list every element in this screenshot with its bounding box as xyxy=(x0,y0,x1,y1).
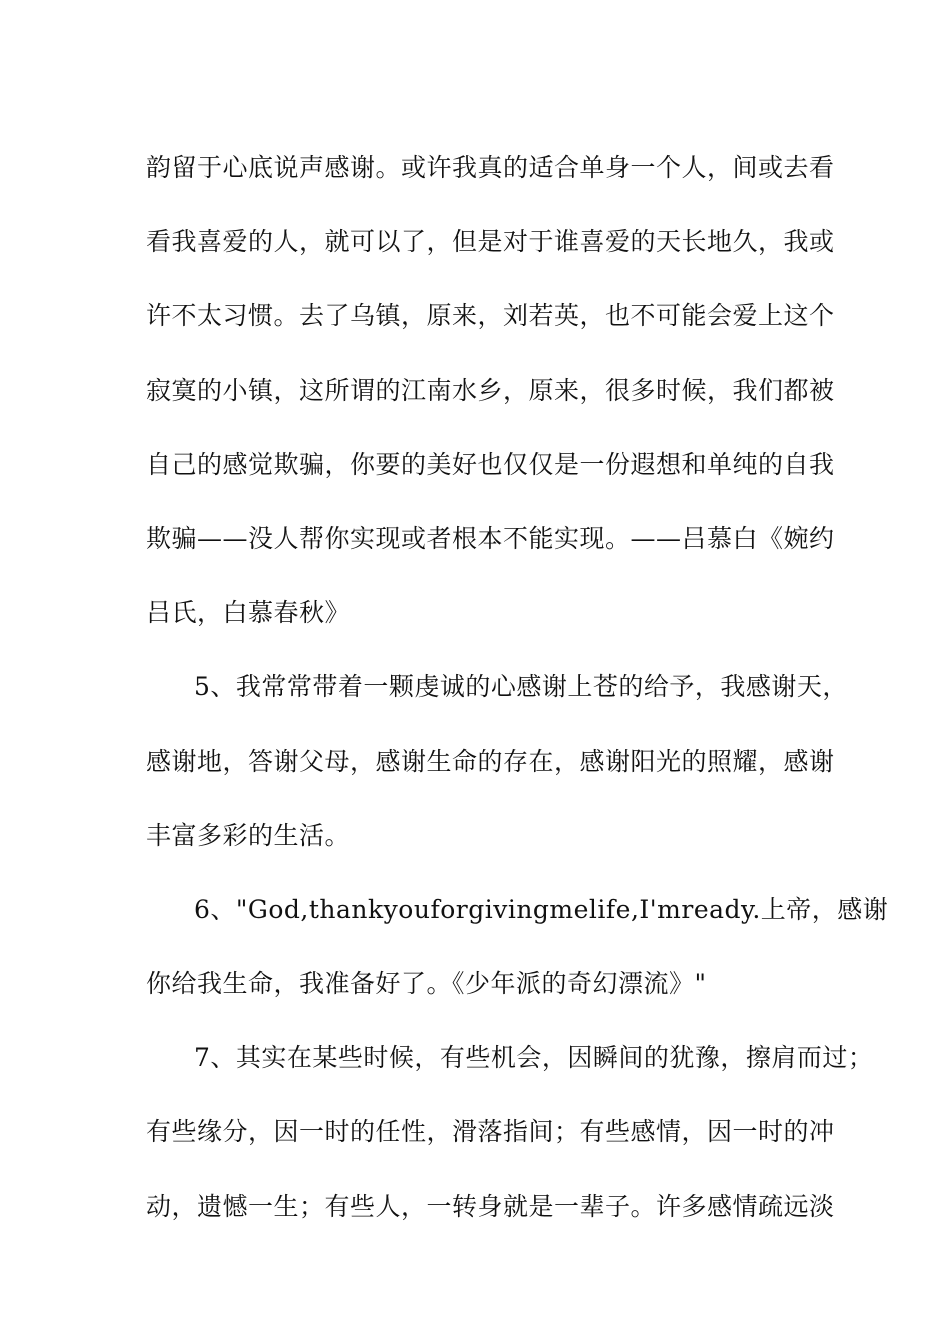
text-line: 吕氏，白慕春秋》 xyxy=(146,598,351,628)
text-line: 丰富多彩的生活。 xyxy=(146,820,351,850)
document-body xyxy=(146,131,889,1244)
text-line: 韵留于心底说声感谢。或许我真的适合单身一个人，间或去看 xyxy=(146,153,835,182)
text-line: 看我喜爱的人，就可以了，但是对于谁喜爱的天长地久，我或 xyxy=(146,227,835,257)
text-line: 寂寞的小镇，这所谓的江南水乡，原来，很多时候，我们都被 xyxy=(146,375,835,405)
text-line: 自己的感觉欺骗，你要的美好也仅仅是一份遐想和单纯的自我 xyxy=(146,449,835,479)
text-line: 动，遗憾一生；有些人，一转身就是一辈子。许多感情疏远淡 xyxy=(146,1191,835,1221)
text-line: 有些缘分，因一时的任性，滑落指间；有些感情，因一时的冲 xyxy=(146,1117,835,1147)
paragraph-5-start: 5、我常常带着一颗虔诚的心感谢上苍的给予，我感谢天， xyxy=(194,672,848,702)
text-line: 欺骗——没人帮你实现或者根本不能实现。——吕慕白《婉约 xyxy=(146,523,835,553)
paragraph-7-start: 7、其实在某些时候，有些机会，因瞬间的犹豫，擦肩而过； xyxy=(194,1043,874,1073)
text-line: 许不太习惯。去了乌镇，原来，刘若英，也不可能会爱上这个 xyxy=(146,301,835,331)
text-line: 你给我生命，我准备好了。《少年派的奇幻漂流》" xyxy=(146,969,707,999)
paragraph-6-start: 6、"God,thankyouforgivingmelife,I'mready.上帝，感谢 xyxy=(194,894,889,924)
text-line: 感谢地，答谢父母，感谢生命的存在，感谢阳光的照耀，感谢 xyxy=(146,746,835,776)
